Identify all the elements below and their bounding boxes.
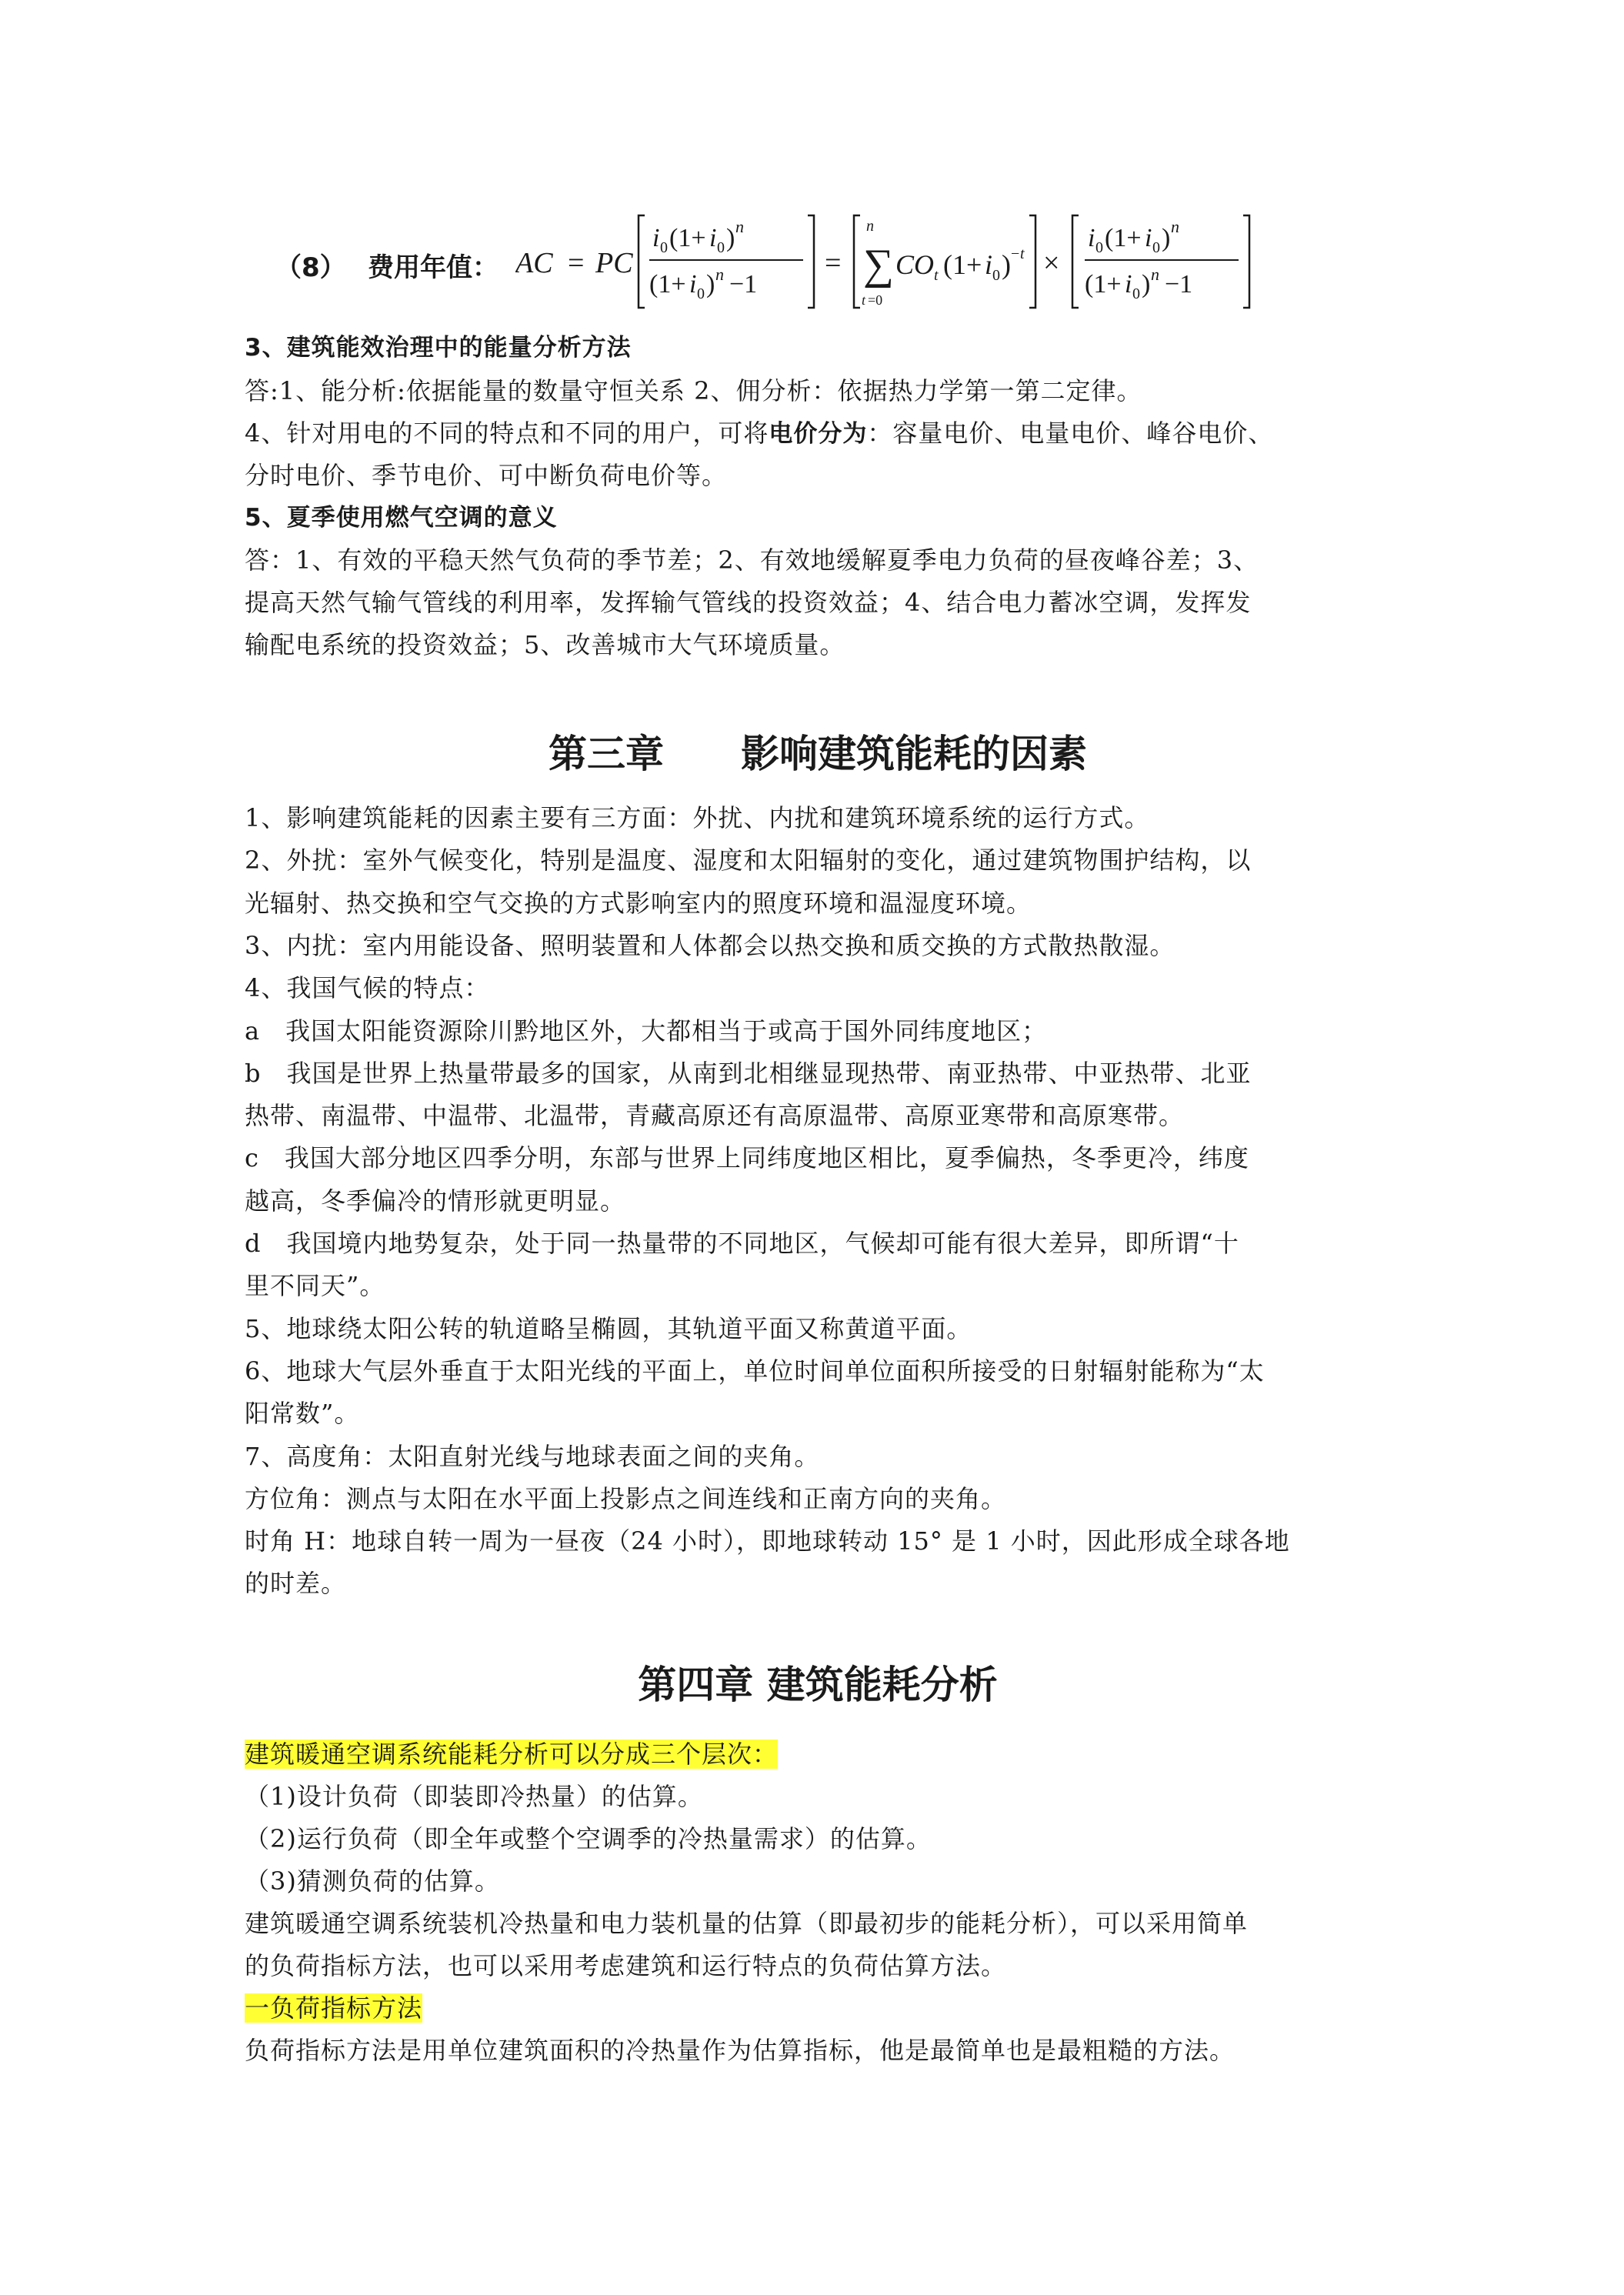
chapter-3-line: 1、影响建筑能耗的因素主要有三方面：外扰、内扰和建筑环境系统的运行方式。 <box>245 803 1150 832</box>
svg-text:i: i <box>1125 270 1132 299</box>
chapter-3-line: b 我国是世界上热量带最多的国家，从南到北相继显现热带、南亚热带、中亚热带、北亚 <box>245 1059 1252 1088</box>
svg-text:t: t <box>1020 245 1025 262</box>
svg-text:n: n <box>1151 265 1159 284</box>
level-3: （3)猜测负荷的估算。 <box>245 1866 500 1896</box>
formula-8 <box>245 209 1391 317</box>
p4-prefix: 4、针对用电的不同的特点和不同的用户，可将 <box>245 419 769 448</box>
chapter-3-line: 2、外扰：室外气候变化，特别是温度、湿度和太阳辐射的变化，通过建筑物围护结构，以 <box>245 846 1252 875</box>
svg-text:i: i <box>985 249 993 280</box>
answer-3: 答:1、能分析:依据能量的数量守恒关系 2、佣分析：依据热力学第一第二定律。 <box>245 376 1142 405</box>
chapter-3-line: 阳常数”。 <box>245 1399 360 1428</box>
chapter-3-line: d 我国境内地势复杂，处于同一热量带的不同地区，气候却可能有很大差异，即所谓“十 <box>245 1229 1239 1258</box>
svg-text:(1+: (1+ <box>1105 224 1142 252</box>
svg-text:): ) <box>1142 270 1151 299</box>
chapter-3-line: 方位角：测点与太阳在水平面上投影点之间连线和正南方向的夹角。 <box>245 1484 1007 1513</box>
svg-text:t: t <box>934 267 939 284</box>
svg-text:(1+: (1+ <box>669 224 706 252</box>
chapter-3-line: c 我国大部分地区四季分明，东部与世界上同纬度地区相比，夏季偏热，冬季更冷，纬度 <box>245 1143 1249 1173</box>
load-index-desc: 负荷指标方法是用单位建筑面积的冷热量作为估算指标，他是最简单也是最粗糙的方法。 <box>245 2036 1236 2065</box>
chapter-3-line: 4、我国气候的特点： <box>245 973 490 1002</box>
level-2: （2)运行负荷（即全年或整个空调季的冷热量需求）的估算。 <box>245 1824 932 1853</box>
svg-text:0: 0 <box>1095 239 1103 256</box>
svg-text:t: t <box>862 292 866 308</box>
highlight-levels: 建筑暖通空调系统能耗分析可以分成三个层次： <box>245 1740 779 1769</box>
heading-3: 3、建筑能效治理中的能量分析方法 <box>245 334 632 362</box>
chapter-3-line: 7、高度角：太阳直射光线与地球表面之间的夹角。 <box>245 1442 820 1471</box>
svg-text:0: 0 <box>697 285 705 302</box>
estimate-line2: 的负荷指标方法，也可以采用考虑建筑和运行特点的负荷估算方法。 <box>245 1951 1007 1980</box>
svg-text:(1+: (1+ <box>943 249 982 280</box>
paragraph-4-line1 <box>245 412 1391 455</box>
svg-text:(1+: (1+ <box>1085 270 1122 299</box>
svg-text:PC: PC <box>595 247 633 279</box>
svg-text:−: − <box>1011 245 1020 262</box>
chapter-3-line: 热带、南温带、中温带、北温带，青藏高原还有高原温带、高原亚寒带和高原寒带。 <box>245 1101 1185 1130</box>
answer-5-line3: 输配电系统的投资效益；5、改善城市大气环境质量。 <box>245 630 845 659</box>
chapter-4-intro <box>245 1733 1391 1776</box>
answer-5-line1: 答：1、有效的平稳天然气负荷的季节差；2、有效地缓解夏季电力负荷的昼夜峰谷差；3、 <box>245 545 1259 575</box>
chapter-3-line: 时角 H：地球自转一周为一昼夜（24 小时），即地球转动 15° 是 1 小时，因此形成全球各地 <box>245 1526 1290 1556</box>
level-1: （1)设计负荷（即装即冷热量）的估算。 <box>245 1782 703 1811</box>
p4-bold: 电价分为 <box>769 420 868 448</box>
svg-text:i: i <box>1145 224 1152 252</box>
svg-text:×: × <box>1043 247 1060 279</box>
chapter-3-line: 6、地球大气层外垂直于太阳光线的平面上，单位时间单位面积所接受的日射辐射能称为“太 <box>245 1356 1265 1386</box>
svg-text:n: n <box>1171 217 1179 236</box>
svg-text:n: n <box>735 217 744 236</box>
heading-5: 5、夏季使用燃气空调的意义 <box>245 504 558 532</box>
chapter-3-line: 5、地球绕太阳公转的轨道略呈椭圆，其轨道平面又称黄道平面。 <box>245 1314 972 1343</box>
chapter-3-title: 第三章 影响建筑能耗的因素 <box>549 732 1087 776</box>
answer-5-line2: 提高天然气输气管线的利用率，发挥输气管线的投资效益；4、结合电力蓄冰空调，发挥发 <box>245 588 1252 617</box>
svg-text:∑: ∑ <box>863 241 894 289</box>
svg-text:i: i <box>652 224 660 252</box>
svg-text:): ) <box>706 270 715 299</box>
svg-text:0: 0 <box>992 267 1000 284</box>
formula-label: 费用年值： <box>368 252 499 283</box>
svg-text:−1: −1 <box>729 270 758 299</box>
svg-text:): ) <box>726 224 735 252</box>
svg-text:): ) <box>1002 249 1011 280</box>
formula-number: （8） <box>275 252 346 283</box>
chapter-3-line: 里不同天”。 <box>245 1271 385 1300</box>
chapter-3-line: a 我国太阳能资源除川黔地区外，大都相当于或高于国外同纬度地区； <box>245 1016 1048 1046</box>
svg-text:CO: CO <box>895 249 935 280</box>
svg-text:i: i <box>709 224 717 252</box>
svg-text:n: n <box>866 218 874 235</box>
highlight-load-index: 一负荷指标方法 <box>245 1993 423 2023</box>
svg-text:(1+: (1+ <box>649 270 686 299</box>
svg-text:AC: AC <box>515 247 553 279</box>
svg-text:0: 0 <box>1132 285 1140 302</box>
svg-text:0: 0 <box>717 239 725 256</box>
svg-text:): ) <box>1162 224 1171 252</box>
chapter-3-line: 光辐射、热交换和空气交换的方式影响室内的照度环境和温湿度环境。 <box>245 889 1032 918</box>
p4-suffix: ：容量电价、电量电价、峰谷电价、 <box>867 419 1274 448</box>
chapter-4-title: 第四章 建筑能耗分析 <box>638 1663 998 1707</box>
svg-text:0: 0 <box>1152 239 1160 256</box>
svg-text:=: = <box>825 247 842 279</box>
chapter-3-line: 越高，冬季偏冷的情形就更明显。 <box>245 1186 626 1216</box>
svg-text:0: 0 <box>660 239 668 256</box>
svg-text:i: i <box>1088 224 1095 252</box>
chapter-3-line: 3、内扰：室内用能设备、照明装置和人体都会以热交换和质交换的方式散热散湿。 <box>245 931 1175 960</box>
annual-cost-formula <box>515 209 1385 317</box>
svg-text:n: n <box>715 265 724 284</box>
paragraph-4-line2: 分时电价、季节电价、可中断负荷电价等。 <box>245 461 728 490</box>
svg-text:=: = <box>568 247 585 279</box>
svg-text:=0: =0 <box>868 292 883 308</box>
chapter-3-line: 的时差。 <box>245 1569 347 1598</box>
svg-text:−1: −1 <box>1165 270 1193 299</box>
estimate-line1: 建筑暖通空调系统装机冷热量和电力装机量的估算（即最初步的能耗分析），可以采用简单 <box>245 1909 1249 1938</box>
svg-text:i: i <box>689 270 697 299</box>
load-index-heading <box>245 1986 1391 2030</box>
